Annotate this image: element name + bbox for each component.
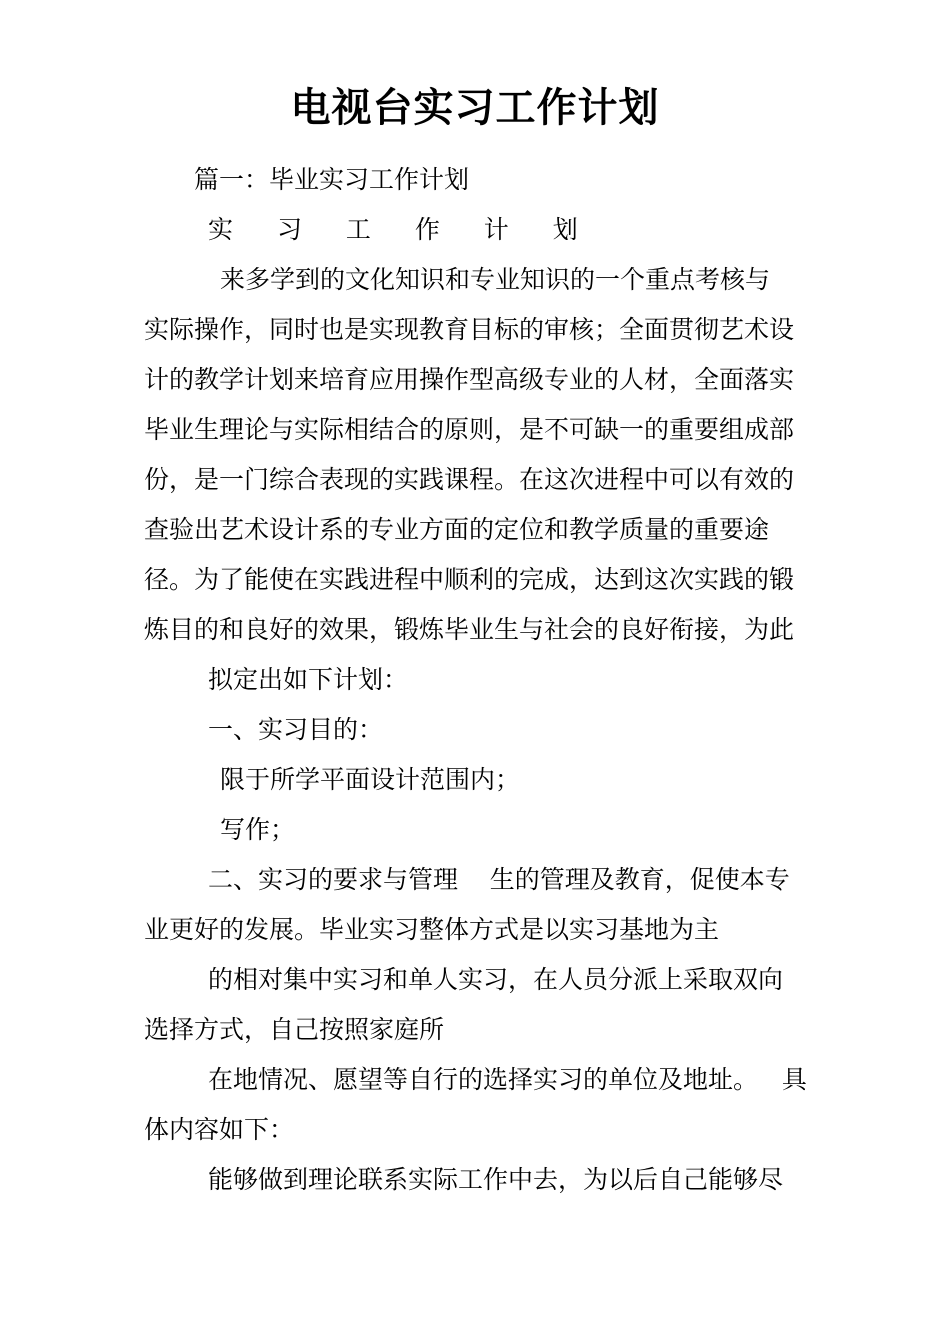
document-title: 电视台实习工作计划: [290, 84, 660, 131]
paragraph-line: 毕业生理论与实际相结合的原则，是不可缺一的重要组成部: [144, 415, 795, 444]
paragraph-line: 选择方式，自己按照家庭所: [144, 1015, 445, 1044]
paragraph-line: 业更好的发展。毕业实习整体方式是以实习基地为主: [144, 915, 720, 944]
paragraph-line: 计的教学计划来培育应用操作型高级专业的人材，全面落实: [144, 365, 795, 394]
paragraph-line: 在地情况、愿望等自行的选择实习的单位及地址。 具: [208, 1065, 807, 1094]
paragraph-line: 查验出艺术设计系的专业方面的定位和教学质量的重要途: [144, 515, 770, 544]
paragraph-line: 径。为了能使在实践进程中顺利的完成，达到这次实践的锻: [144, 565, 795, 594]
paragraph-line: 能够做到理论联系实际工作中去，为以后自己能够尽: [208, 1165, 784, 1194]
paragraph-line: 来多学到的文化知识和专业知识的一个重点考核与: [220, 265, 771, 294]
paragraph-line: 体内容如下：: [144, 1115, 295, 1144]
paragraph-line: 实际操作，同时也是实现教育目标的审核；全面贯彻艺术设: [144, 315, 795, 344]
paragraph-line: 炼目的和良好的效果，锻炼毕业生与社会的良好衔接，为此: [144, 615, 795, 644]
sub-heading: 实 习 工 作 计 划: [208, 215, 596, 244]
paragraph-line: 限于所学平面设计范围内；: [220, 765, 521, 794]
paragraph-line: 份，是一门综合表现的实践课程。在这次进程中可以有效的: [144, 465, 795, 494]
section-heading: 二、实习的要求与管理 生的管理及教育，促使本专: [208, 865, 790, 894]
section-heading: 篇一：毕业实习工作计划: [194, 165, 470, 194]
section-heading: 一、实习目的：: [208, 715, 384, 744]
paragraph-line: 的相对集中实习和单人实习，在人员分派上采取双向: [208, 965, 784, 994]
paragraph-line: 写作；: [220, 815, 296, 844]
paragraph-line: 拟定出如下计划：: [208, 665, 409, 694]
